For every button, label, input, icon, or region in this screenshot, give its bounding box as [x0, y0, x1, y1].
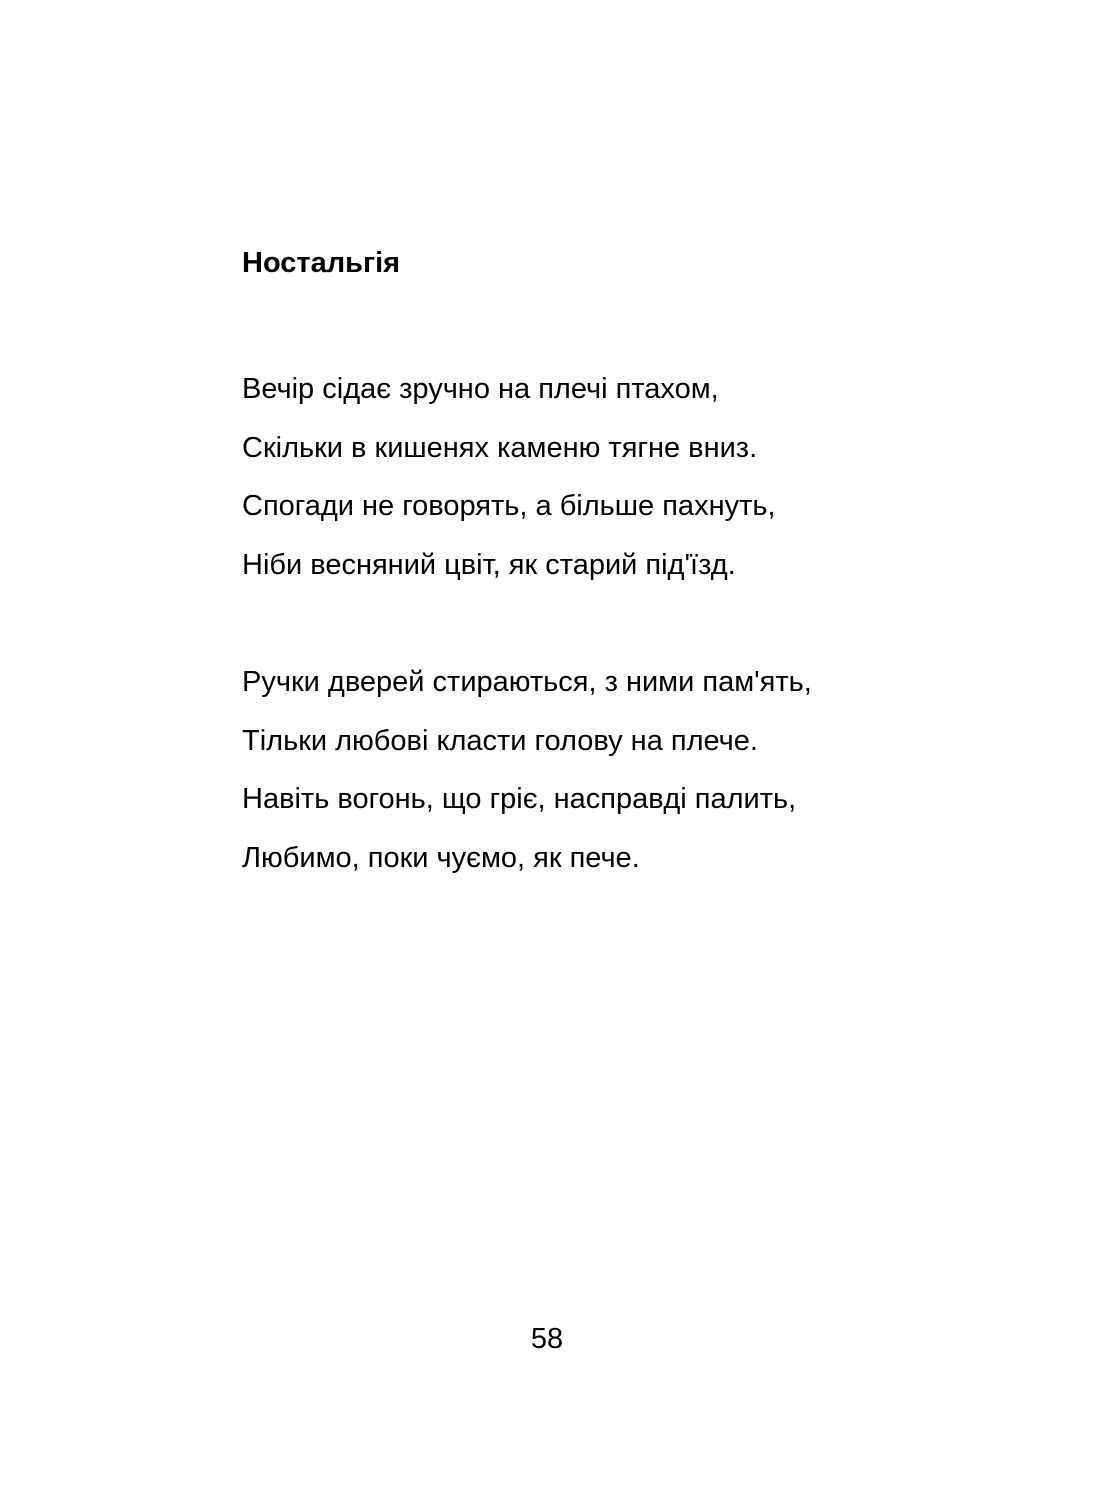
verse-line: Вечір сідає зручно на плечі птахом,	[242, 373, 719, 405]
poem-title: Ностальгія	[242, 247, 401, 279]
stanza-1	[242, 360, 776, 594]
verse-line: Ніби весняний цвіт, як старий під'їзд.	[242, 548, 736, 581]
verse-line: Тільки любові класти голову на плече.	[242, 724, 758, 757]
verse-line: Навіть вогонь, що гріє, насправді палить,	[242, 783, 797, 816]
page-number: 58	[530, 1323, 564, 1355]
verse-line: Любимо, поки чуємо, як пече.	[242, 841, 640, 874]
verse-line: Скільки в кишенях каменю тягне вниз.	[242, 431, 758, 464]
verse-line: Спогади не говорять, а більше пахнуть,	[242, 490, 776, 523]
stanza-2	[242, 653, 812, 887]
verse-line: Ручки дверей стираються, з ними пам'ять,	[242, 666, 812, 698]
